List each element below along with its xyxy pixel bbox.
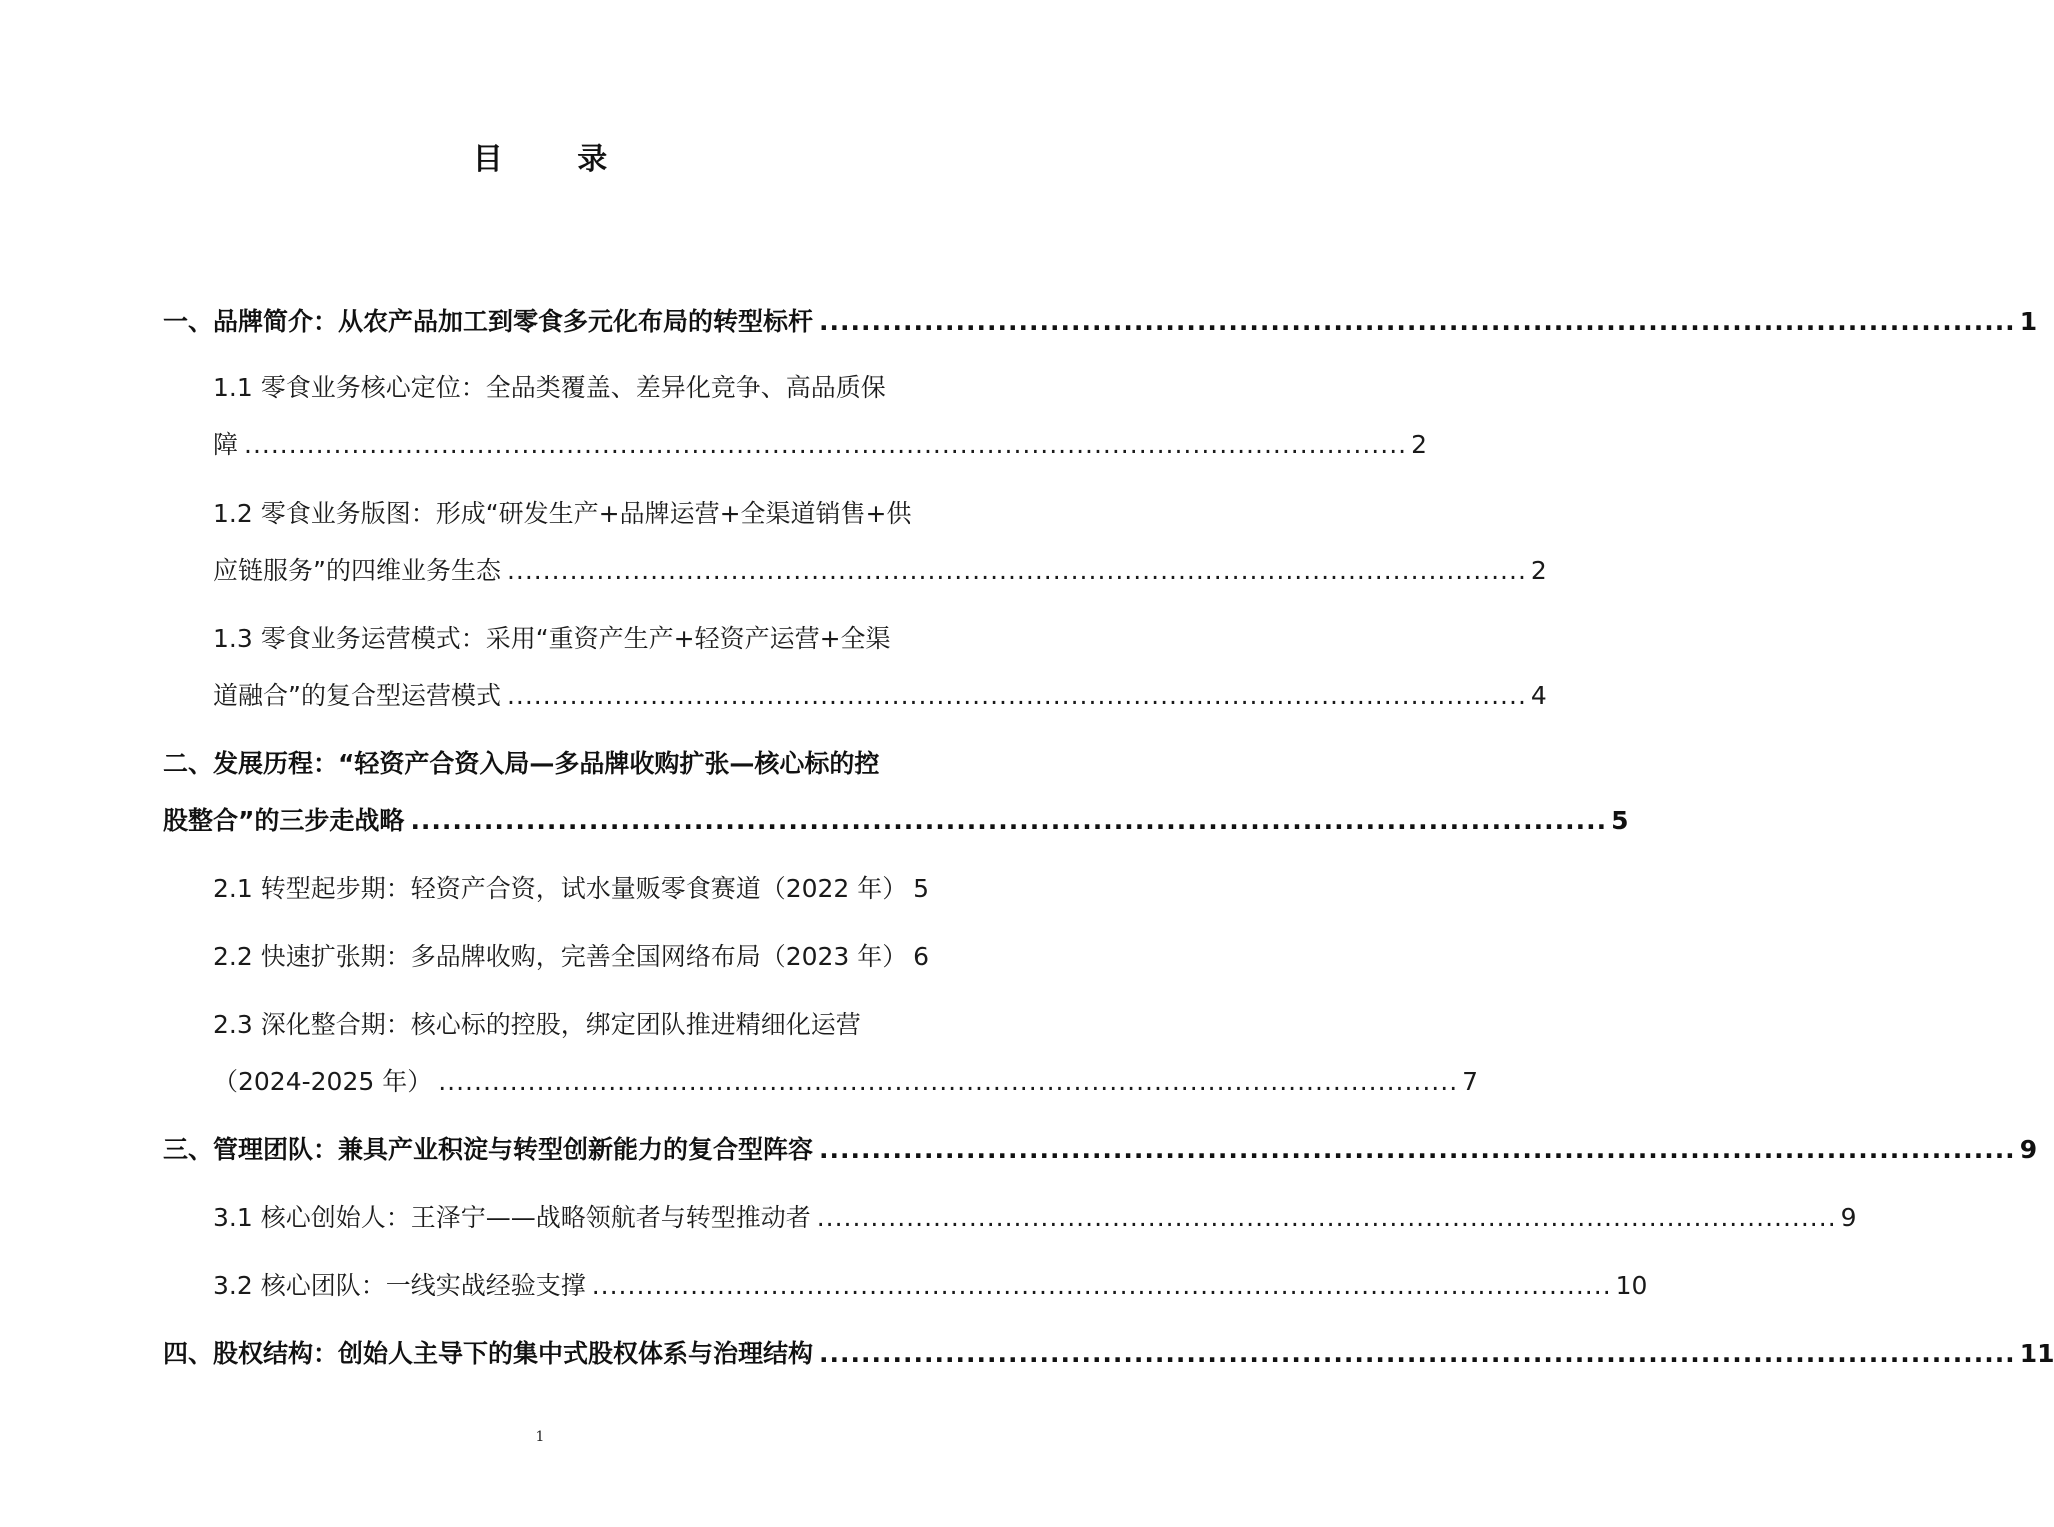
toc-entry-text-line2: （2024-2025 年） bbox=[213, 1067, 433, 1096]
toc-entry-text-line1: 1.2 零食业务版图：形成“研发生产+品牌运营+全渠道销售+供 bbox=[213, 499, 912, 528]
dot-leader: .................................................................................................................................. bbox=[244, 430, 1408, 459]
toc-entry-3-2[interactable] bbox=[213, 1267, 1648, 1305]
toc-page-number: 10 bbox=[1615, 1271, 1648, 1300]
dot-leader: .................................................................................................................. bbox=[438, 1067, 1459, 1096]
toc-entry-2-3-cont[interactable] bbox=[213, 1063, 1479, 1101]
toc-entry-2-cont[interactable] bbox=[163, 802, 1629, 840]
toc-page-number: 5 bbox=[1611, 806, 1629, 835]
toc-page-number: 6 bbox=[913, 942, 929, 971]
toc-entry-4[interactable] bbox=[163, 1335, 2054, 1373]
footer-page-number: 1 bbox=[535, 1429, 545, 1445]
toc-entry-text: 三、管理团队：兼具产业积淀与转型创新能力的复合型阵容 bbox=[163, 1135, 814, 1164]
dot-leader: .................................................................................................................. bbox=[819, 307, 2016, 336]
dot-leader: .................................................................................................................. bbox=[819, 1339, 2016, 1368]
toc-entry-1-1-cont[interactable] bbox=[213, 426, 1428, 464]
dot-leader: .................................................................................................................. bbox=[819, 1135, 2016, 1164]
toc-entry-1-2-cont[interactable] bbox=[213, 552, 1547, 590]
toc-entry-1-3[interactable] bbox=[213, 620, 891, 658]
toc-entry-1[interactable] bbox=[163, 303, 2038, 341]
toc-entry-text-line1: 2.3 深化整合期：核心标的控股，绑定团队推进精细化运营 bbox=[213, 1010, 861, 1039]
toc-entry-text: 3.2 核心团队：一线实战经验支撑 bbox=[213, 1271, 586, 1300]
toc-page-number: 7 bbox=[1462, 1067, 1479, 1096]
toc-entry-text: 一、品牌简介：从农产品加工到零食多元化布局的转型标杆 bbox=[163, 307, 814, 336]
toc-page-number: 1 bbox=[2019, 307, 2038, 336]
dot-leader: .................................................................................................................. bbox=[410, 806, 1608, 835]
toc-entry-1-2[interactable] bbox=[213, 495, 912, 533]
toc-page-number: 4 bbox=[1530, 681, 1547, 710]
toc-entry-text-line1: 1.3 零食业务运营模式：采用“重资产生产+轻资产运营+全渠 bbox=[213, 624, 891, 653]
toc-entry-text-line2: 道融合”的复合型运营模式 bbox=[213, 681, 501, 710]
toc-entry-2-2[interactable] bbox=[213, 938, 929, 976]
toc-page-number: 2 bbox=[1411, 430, 1428, 459]
toc-entry-3[interactable] bbox=[163, 1131, 2038, 1169]
toc-page-number: 2 bbox=[1530, 556, 1547, 585]
toc-entry-2[interactable] bbox=[163, 745, 879, 783]
toc-page-number: 9 bbox=[1840, 1203, 1857, 1232]
toc-entry-text: 四、股权结构：创始人主导下的集中式股权体系与治理结构 bbox=[163, 1339, 814, 1368]
toc-entry-text-line2: 障 bbox=[213, 430, 239, 459]
toc-entry-3-1[interactable] bbox=[213, 1199, 1857, 1237]
toc-entry-text-line2: 股整合”的三步走战略 bbox=[163, 806, 405, 835]
toc-entry-1-3-cont[interactable] bbox=[213, 677, 1547, 715]
dot-leader: .................................................................................................................. bbox=[506, 556, 1527, 585]
toc-entry-text: 2.1 转型起步期：轻资产合资，试水量贩零食赛道（2022 年） bbox=[213, 874, 908, 903]
toc-entry-text: 2.2 快速扩张期：多品牌收购，完善全国网络布局（2023 年） bbox=[213, 942, 908, 971]
toc-title: 目 录 bbox=[472, 142, 640, 177]
toc-entry-2-1[interactable] bbox=[213, 870, 929, 908]
toc-entry-text-line1: 1.1 零食业务核心定位：全品类覆盖、差异化竞争、高品质保 bbox=[213, 373, 886, 402]
toc-page-number: 5 bbox=[913, 874, 929, 903]
toc-entry-text-line1: 二、发展历程：“轻资产合资入局—多品牌收购扩张—核心标的控 bbox=[163, 749, 880, 778]
toc-entry-2-3[interactable] bbox=[213, 1006, 861, 1044]
dot-leader: .................................................................................................................. bbox=[506, 681, 1527, 710]
dot-leader: .................................................................................................................. bbox=[591, 1271, 1612, 1300]
toc-entry-1-1[interactable] bbox=[213, 369, 886, 407]
toc-page-number: 11 bbox=[2019, 1339, 2054, 1368]
toc-entry-text: 3.1 核心创始人：王泽宁——战略领航者与转型推动者 bbox=[213, 1203, 811, 1232]
toc-entry-text-line2: 应链服务”的四维业务生态 bbox=[213, 556, 501, 585]
dot-leader: .................................................................................................................. bbox=[816, 1203, 1837, 1232]
toc-page-number: 9 bbox=[2019, 1135, 2038, 1164]
